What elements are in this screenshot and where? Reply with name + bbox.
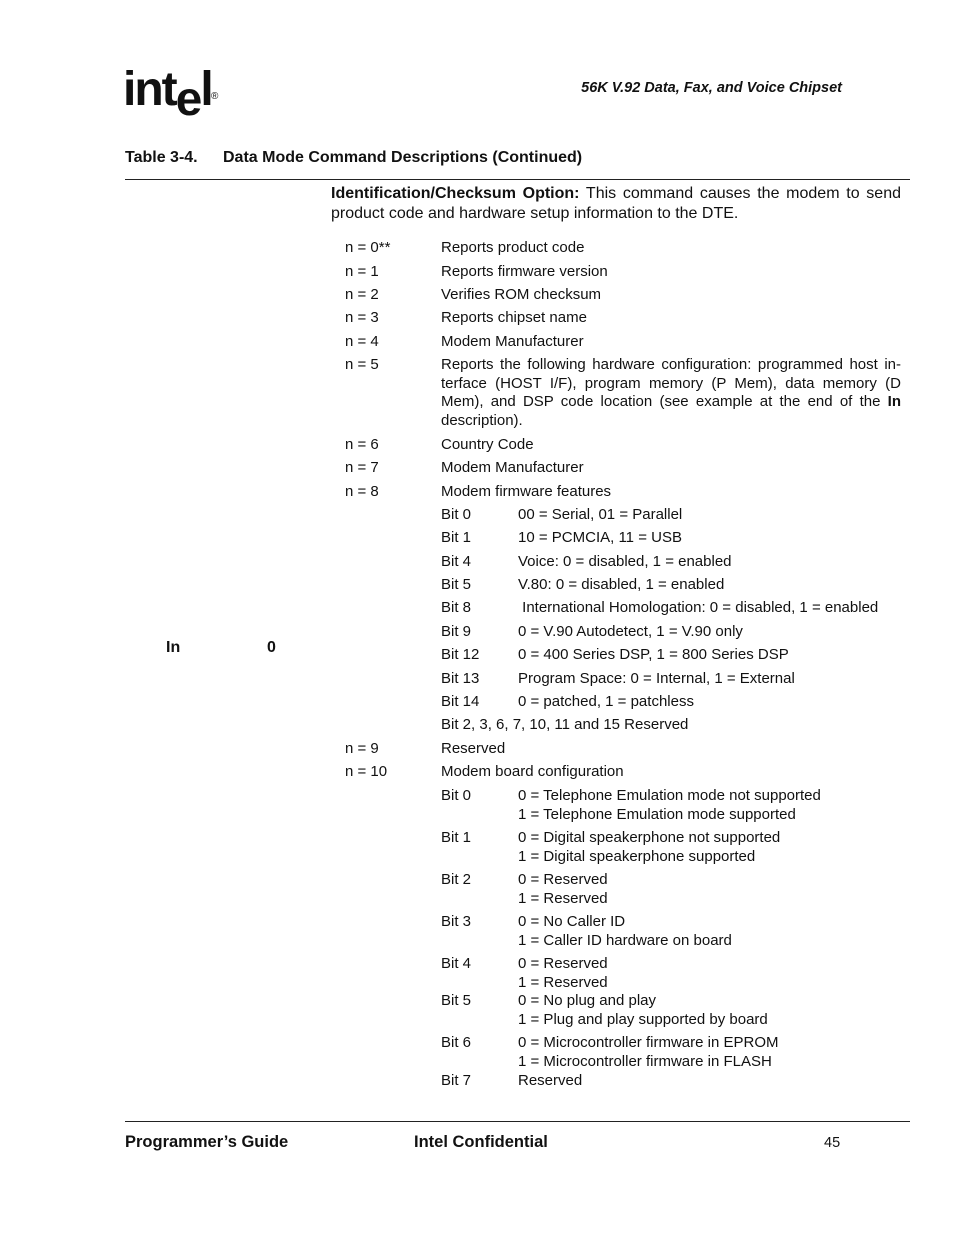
bit-desc-line2: 1 = Microcontroller firmware in FLASH xyxy=(518,1052,772,1070)
intro-text: This command causes the modem to send product code and hardware setup information to the DTE. xyxy=(331,185,901,222)
n-option-desc: Reserved xyxy=(441,740,506,757)
bit-desc: 0 = patched, 1 = patchless xyxy=(518,693,694,710)
table-number: Table 3-4. xyxy=(125,149,198,166)
bit-label: Bit 3 xyxy=(441,913,472,930)
bit-desc: 0 = V.90 Autodetect, 1 = V.90 only xyxy=(518,623,743,640)
bit-label: Bit 12 xyxy=(441,646,480,663)
intel-logo xyxy=(123,60,223,126)
bit-desc-line1: 0 = Digital speakerphone not supported xyxy=(518,829,781,846)
bit-desc-line2: 1 = Plug and play supported by board xyxy=(518,1010,768,1028)
document-title: 56K V.92 Data, Fax, and Voice Chipset xyxy=(581,80,842,96)
n-option-label: n = 3 xyxy=(345,309,379,326)
n-option-label: n = 2 xyxy=(345,286,379,303)
bit-label: Bit 4 xyxy=(441,553,472,570)
bit-desc xyxy=(518,787,821,824)
bit-label: Bit 9 xyxy=(441,623,472,640)
bit-label: Bit 6 xyxy=(441,1034,472,1051)
bit-desc xyxy=(518,913,732,950)
bit-desc: 0 = 400 Series DSP, 1 = 800 Series DSP xyxy=(518,646,789,663)
n-option-label: n = 0** xyxy=(345,239,391,256)
n-option-desc: Reports firmware version xyxy=(441,263,608,280)
logo-text: intel xyxy=(123,63,212,126)
table-title xyxy=(125,149,582,167)
n5-desc-post: description). xyxy=(441,411,523,429)
bit-desc xyxy=(518,829,780,866)
page-number: 45 xyxy=(824,1135,841,1151)
bit-desc-line1: 0 = Telephone Emulation mode not supported xyxy=(518,787,821,804)
n-option-label: n = 9 xyxy=(345,740,379,757)
footer-confidential: Intel Confidential xyxy=(414,1133,548,1151)
n-option-desc: Modem Manufacturer xyxy=(441,459,584,476)
bit-desc-line1: 0 = Reserved xyxy=(518,871,608,888)
command-default: 0 xyxy=(267,639,276,656)
table-caption: Data Mode Command Descriptions (Continued) xyxy=(223,149,583,166)
bit-desc xyxy=(518,955,608,992)
n-option-desc xyxy=(441,356,901,430)
bit-label: Bit 8 xyxy=(441,599,472,616)
registered-mark: ® xyxy=(211,91,219,102)
bit-label: Bit 7 xyxy=(441,1072,472,1089)
n-option-desc: Reports chipset name xyxy=(441,309,587,326)
n-option-label: n = 4 xyxy=(345,333,379,350)
command-name: In xyxy=(166,639,181,656)
intro-heading: Identification/Checksum Option: xyxy=(331,185,580,202)
n5-desc-pre: Reports the following hardware configuration: programmed host interface (HOST I/F), program memory (P Mem), data memory (D Mem), and DSP code location (see example at the end of the xyxy=(441,356,901,410)
bit-label: Bit 2 xyxy=(441,871,472,888)
bit-desc xyxy=(518,992,768,1029)
bit-desc: Program Space: 0 = Internal, 1 = External xyxy=(518,670,795,687)
n-option-label: n = 1 xyxy=(345,263,379,280)
n-option-desc: Modem board configuration xyxy=(441,763,624,780)
bit-label: Bit 13 xyxy=(441,670,480,687)
bit-desc-line1: 0 = No plug and play xyxy=(518,992,657,1009)
bit-desc-line2: 1 = Digital speakerphone supported xyxy=(518,847,756,865)
bit-desc-line2: 1 = Caller ID hardware on board xyxy=(518,931,732,949)
table-top-rule xyxy=(125,179,910,180)
bit-label: Bit 5 xyxy=(441,992,472,1009)
bit-desc: 00 = Serial, 01 = Parallel xyxy=(518,506,683,523)
footer-rule xyxy=(125,1121,910,1122)
n-option-desc: Modem Manufacturer xyxy=(441,333,584,350)
footer-guide-title: Programmer’s Guide xyxy=(125,1133,289,1151)
bit-desc: Voice: 0 = disabled, 1 = enabled xyxy=(518,553,732,570)
bit-label: Bit 1 xyxy=(441,529,472,546)
bit-desc-line1: 0 = No Caller ID xyxy=(518,913,626,930)
bit-desc: V.80: 0 = disabled, 1 = enabled xyxy=(518,576,725,593)
n-option-desc: Reports product code xyxy=(441,239,585,256)
n-option-desc: Modem firmware features xyxy=(441,483,612,500)
n-option-label: n = 8 xyxy=(345,483,379,500)
reserved-bits-note: Bit 2, 3, 6, 7, 10, 11 and 15 Reserved xyxy=(441,716,689,733)
bit-desc-line2: 1 = Reserved xyxy=(518,889,608,907)
bit-desc: 10 = PCMCIA, 11 = USB xyxy=(518,529,682,546)
n-option-label: n = 10 xyxy=(345,763,388,780)
n-option-label: n = 7 xyxy=(345,459,379,476)
n-option-desc: Country Code xyxy=(441,436,534,453)
bit-label: Bit 5 xyxy=(441,576,472,593)
bit-desc-line2: 1 = Telephone Emulation mode supported xyxy=(518,805,796,823)
n5-desc-bold: In xyxy=(887,393,901,410)
command-intro xyxy=(331,184,901,224)
bit-label: Bit 4 xyxy=(441,955,472,972)
bit-desc: Reserved xyxy=(518,1072,583,1089)
bit-label: Bit 0 xyxy=(441,787,472,804)
n-option-desc: Verifies ROM checksum xyxy=(441,286,602,303)
bit-desc xyxy=(518,871,608,908)
bit-label: Bit 14 xyxy=(441,693,480,710)
bit-desc: International Homologation: 0 = disabled, 1 = enabled xyxy=(518,599,879,616)
bit-desc-line1: 0 = Reserved xyxy=(518,955,608,972)
bit-label: Bit 1 xyxy=(441,829,472,846)
bit-desc-line2: 1 = Reserved xyxy=(518,973,608,991)
bit-desc xyxy=(518,1034,778,1071)
n-option-label: n = 5 xyxy=(345,356,379,373)
bit-label: Bit 0 xyxy=(441,506,472,523)
n-option-label: n = 6 xyxy=(345,436,379,453)
bit-desc-line1: 0 = Microcontroller firmware in EPROM xyxy=(518,1034,779,1051)
